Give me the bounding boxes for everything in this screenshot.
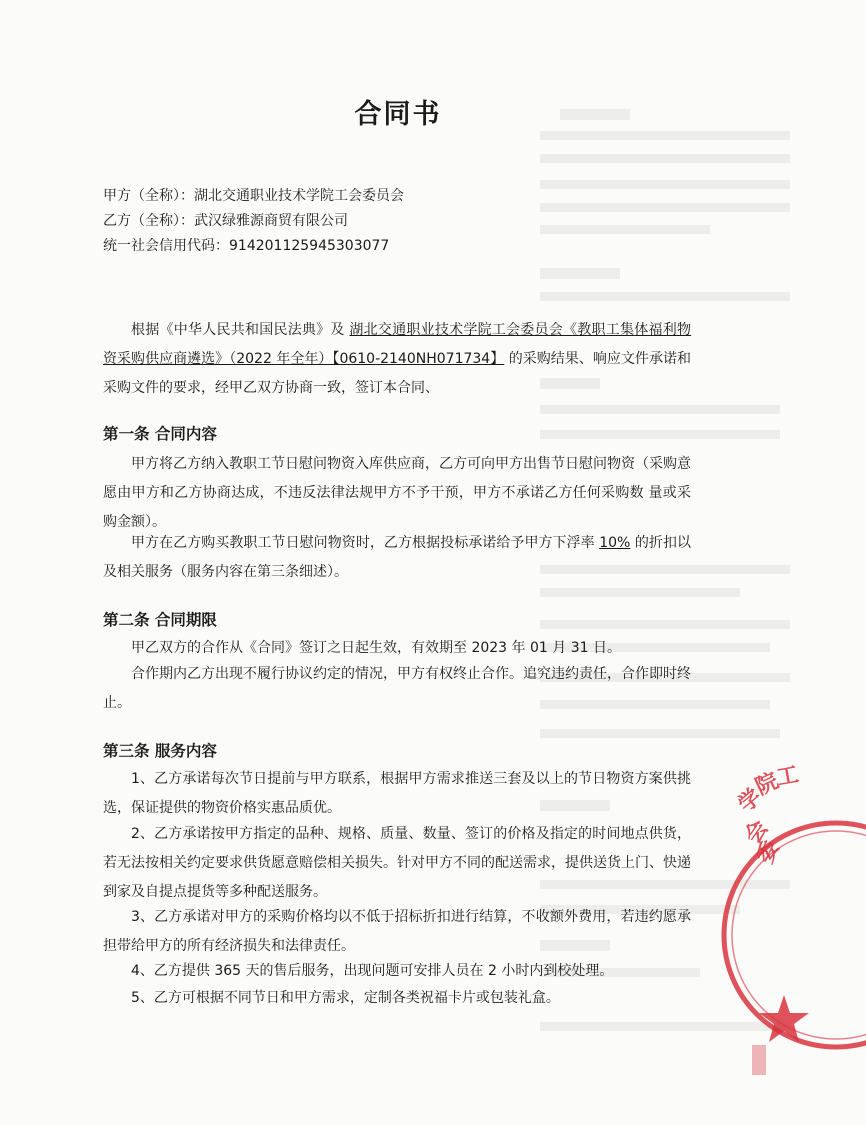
contract-title: 合同书: [354, 99, 442, 130]
svg-text:学: 学: [733, 783, 767, 818]
svg-text:工: 工: [774, 761, 801, 791]
discount-rate: 10%: [599, 535, 631, 551]
service-item-1: 1、乙方承诺每次节日提前与甲方联系，根据甲方需求推送三套及以上的节日物资方案供挑选，保证提供的物资价格实惠品质优。: [103, 771, 691, 816]
credit-code-line: 统一社会信用代码：914201125945303077: [103, 238, 390, 254]
party-a-line: 甲方（全称）：湖北交通职业技术学院工会委员会: [103, 188, 404, 204]
discount-text-after: 的折扣以及相关服务（服务内容在第三条细述）。: [103, 535, 692, 580]
article-2-paragraph-2: 合作期内乙方出现不履行协议约定的情况，甲方有权终止合作。追究违约责任，合作即时终止。: [103, 666, 691, 711]
discount-text-before: 甲方在乙方购买教职工节日慰问物资时，乙方根据投标承诺给予甲方下浮率: [131, 535, 600, 551]
article-1-paragraph-1: 甲方将乙方纳入教职工节日慰问物资入库供应商，乙方可向甲方出售节日慰问物资（采购意愿由甲方和乙方协商达成，不违反法律法规甲方不予干预，甲方不承诺乙方任何采购数 量或采购金额）。: [103, 456, 691, 530]
article-1-heading: 第一条 合同内容: [103, 425, 217, 443]
service-item-2: 2、乙方承诺按甲方指定的品种、规格、质量、数量、签订的价格及指定的时间地点供货，若无法按相关约定要求供货愿意赔偿相关损失。针对甲方不同的配送需求，提供送货上门、快递到家及自提点提货等多种配送服务。: [103, 826, 691, 900]
article-2-paragraph-1: 甲乙双方的合作从《合同》签订之日起生效，有效期至 2023 年 01 月 31 日。: [131, 640, 621, 656]
svg-text:委: 委: [751, 836, 785, 868]
service-item-5: 5、乙方可根据不同节日和甲方需求，定制各类祝福卡片或包装礼盒。: [131, 990, 560, 1006]
article-1-paragraph-2: [103, 529, 691, 587]
svg-text:会: 会: [739, 815, 774, 849]
official-seal-stamp: [716, 745, 866, 1085]
service-item-3: 3、乙方承诺对甲方的采购价格均以不低于招标折扣进行结算，不收额外费用，若违约愿承担带给甲方的所有经济损失和法律责任。: [103, 909, 691, 954]
article-3-heading: 第三条 服务内容: [103, 742, 217, 760]
article-2-heading: 第二条 合同期限: [103, 611, 217, 629]
party-b-line: 乙方（全称）：武汉绿雅源商贸有限公司: [103, 213, 348, 229]
service-item-4: 4、乙方提供 365 天的售后服务，出现问题可安排人员在 2 小时内到校处理。: [131, 963, 614, 979]
intro-text-2: 的采购结果、响应文件承诺和采购文件的要求，经甲乙双方协商一致，签订本合同、: [103, 351, 691, 396]
svg-text:院: 院: [751, 767, 783, 801]
intro-text-1: 根据《中华人民共和国民法典》及: [131, 322, 350, 338]
intro-procurement-name: 湖北交通职业技术学院工会委员会《教职工集体福利物资采购供应商遴选》（2022 年全年）【0610-2140NH071734】: [103, 322, 692, 367]
intro-paragraph: [103, 316, 691, 403]
